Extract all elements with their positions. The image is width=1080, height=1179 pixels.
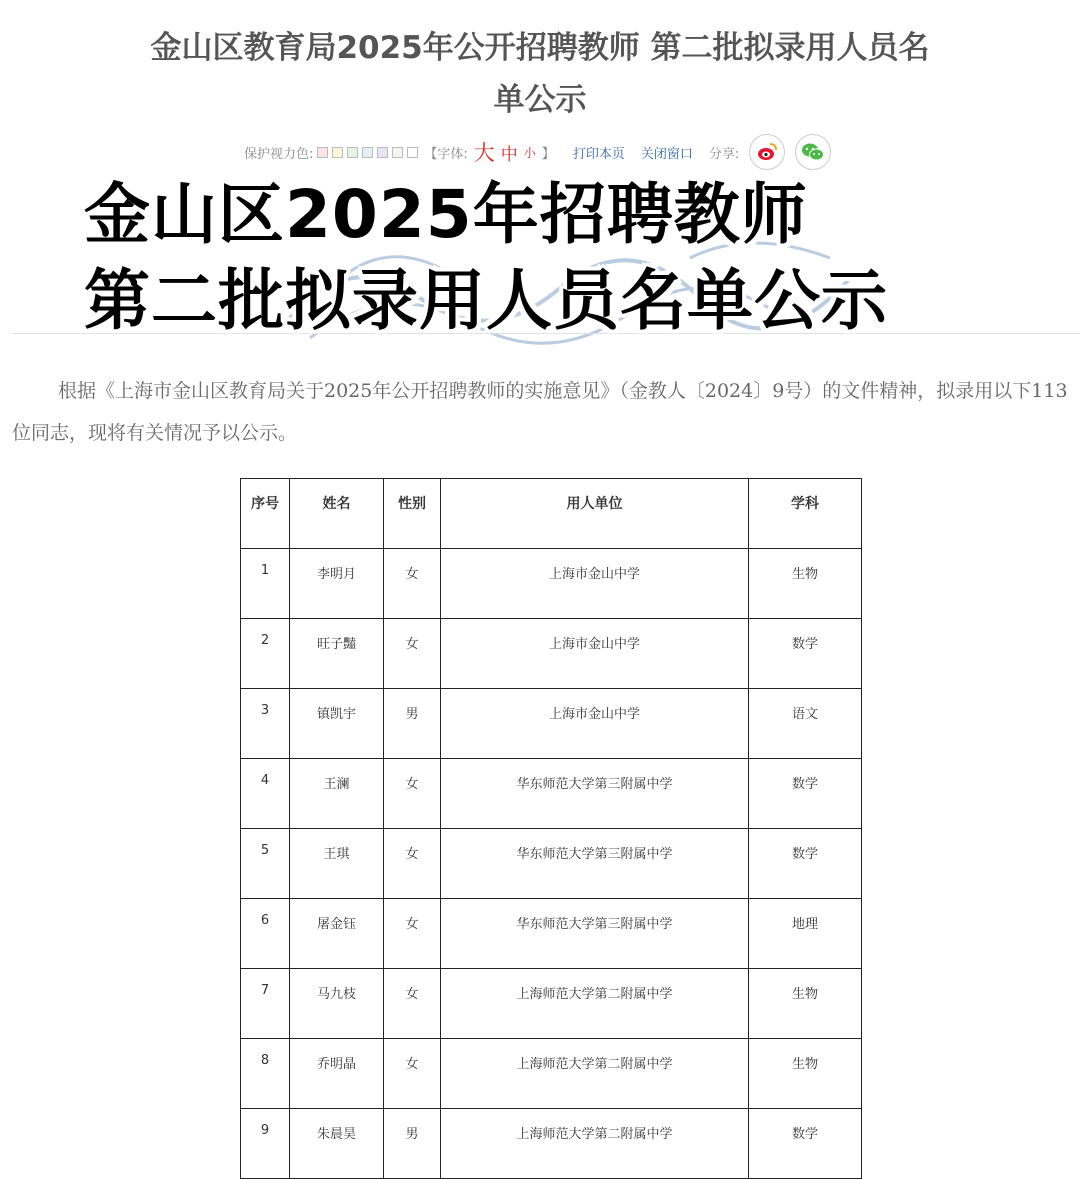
close-window-link[interactable]: 关闭窗口 — [640, 146, 693, 162]
table-row — [241, 1109, 862, 1179]
overlay-line-1: 金山区2025年招聘教师 — [84, 176, 808, 253]
cell-subject: 数学 — [749, 759, 862, 829]
cell-index: 7 — [241, 969, 290, 1039]
intro-paragraph — [12, 370, 1072, 454]
cell-employer: 上海师范大学第二附属中学 — [441, 1039, 749, 1109]
eye-color-swatch[interactable] — [377, 147, 388, 158]
cell-index: 1 — [241, 549, 290, 619]
cell-employer: 上海师范大学第二附属中学 — [441, 1109, 749, 1179]
header-subject: 学科 — [749, 479, 862, 549]
cell-name: 旺子豔 — [290, 619, 384, 689]
header-employer: 用人单位 — [441, 479, 749, 549]
overlay-line-2: 第二批拟录用人员名单公示 — [84, 262, 888, 339]
cell-index: 9 — [241, 1109, 290, 1179]
cell-subject: 生物 — [749, 1039, 862, 1109]
header-gender: 性别 — [384, 479, 441, 549]
eye-color-swatches — [317, 147, 418, 158]
cell-name: 李明月 — [290, 549, 384, 619]
table-row — [241, 829, 862, 899]
eye-color-swatch[interactable] — [362, 147, 373, 158]
cell-gender: 女 — [384, 759, 441, 829]
intro-text: 根据《上海市金山区教育局关于2025年公开招聘教师的实施意见》（金教人〔2024〕9号）的文件精神，拟录用以下113位同志，现将有关情况予以公示。 — [12, 380, 1068, 444]
font-size-control — [424, 137, 554, 167]
cell-employer: 华东师范大学第三附属中学 — [441, 899, 749, 969]
cell-gender: 女 — [384, 619, 441, 689]
cell-subject: 地理 — [749, 899, 862, 969]
header-name: 姓名 — [290, 479, 384, 549]
cell-gender: 男 — [384, 689, 441, 759]
cell-subject: 生物 — [749, 969, 862, 1039]
cell-subject: 数学 — [749, 1109, 862, 1179]
cell-name: 屠金钰 — [290, 899, 384, 969]
page-title-line-2: 单公示 — [493, 82, 587, 118]
table-row — [241, 689, 862, 759]
article-toolbar — [244, 136, 841, 168]
cell-name: 马九枝 — [290, 969, 384, 1039]
cell-employer: 华东师范大学第三附属中学 — [441, 759, 749, 829]
overlay-caption — [84, 172, 888, 344]
table-row — [241, 1039, 862, 1109]
cell-index: 8 — [241, 1039, 290, 1109]
eye-color-swatch[interactable] — [332, 147, 343, 158]
cell-gender: 女 — [384, 899, 441, 969]
cell-employer: 华东师范大学第三附属中学 — [441, 829, 749, 899]
weibo-icon[interactable] — [749, 134, 785, 170]
print-page-link[interactable]: 打印本页 — [572, 146, 625, 162]
cell-subject: 语文 — [749, 689, 862, 759]
cell-subject: 数学 — [749, 829, 862, 899]
cell-gender: 女 — [384, 969, 441, 1039]
cell-index: 4 — [241, 759, 290, 829]
cell-gender: 女 — [384, 549, 441, 619]
cell-gender: 男 — [384, 1109, 441, 1179]
table-row — [241, 549, 862, 619]
eye-color-swatch[interactable] — [317, 147, 328, 158]
table-row — [241, 969, 862, 1039]
eye-color-swatch[interactable] — [392, 147, 403, 158]
font-large-button[interactable]: 大 — [473, 141, 495, 165]
font-small-button[interactable]: 小 — [523, 145, 536, 160]
cell-subject: 生物 — [749, 549, 862, 619]
cell-name: 镇凯宇 — [290, 689, 384, 759]
cell-index: 2 — [241, 619, 290, 689]
table-row — [241, 619, 862, 689]
cell-name: 王澜 — [290, 759, 384, 829]
share-label: 分享: — [708, 146, 740, 162]
cell-employer: 上海市金山中学 — [441, 619, 749, 689]
table-row — [241, 899, 862, 969]
eye-color-swatch[interactable] — [347, 147, 358, 158]
eye-color-swatch[interactable] — [407, 147, 418, 158]
candidate-table — [240, 478, 862, 1179]
cell-employer: 上海市金山中学 — [441, 549, 749, 619]
cell-gender: 女 — [384, 1039, 441, 1109]
cell-name: 朱晨昊 — [290, 1109, 384, 1179]
cell-employer: 上海市金山中学 — [441, 689, 749, 759]
cell-subject: 数学 — [749, 619, 862, 689]
cell-gender: 女 — [384, 829, 441, 899]
page-title-line-1: 金山区教育局2025年公开招聘教师 第二批拟录用人员名 — [150, 30, 930, 66]
header-index: 序号 — [241, 479, 290, 549]
eye-color-label: 保护视力色: — [244, 146, 314, 162]
page-title — [0, 22, 1080, 126]
font-size-open: 【字体: — [424, 146, 468, 162]
table-row — [241, 759, 862, 829]
wechat-icon[interactable] — [795, 134, 831, 170]
table-header-row — [241, 479, 862, 549]
cell-name: 王琪 — [290, 829, 384, 899]
font-size-close: 】 — [541, 146, 555, 162]
cell-name: 乔明晶 — [290, 1039, 384, 1109]
cell-index: 3 — [241, 689, 290, 759]
cell-index: 6 — [241, 899, 290, 969]
font-medium-button[interactable]: 中 — [500, 144, 518, 165]
cell-employer: 上海师范大学第二附属中学 — [441, 969, 749, 1039]
cell-index: 5 — [241, 829, 290, 899]
